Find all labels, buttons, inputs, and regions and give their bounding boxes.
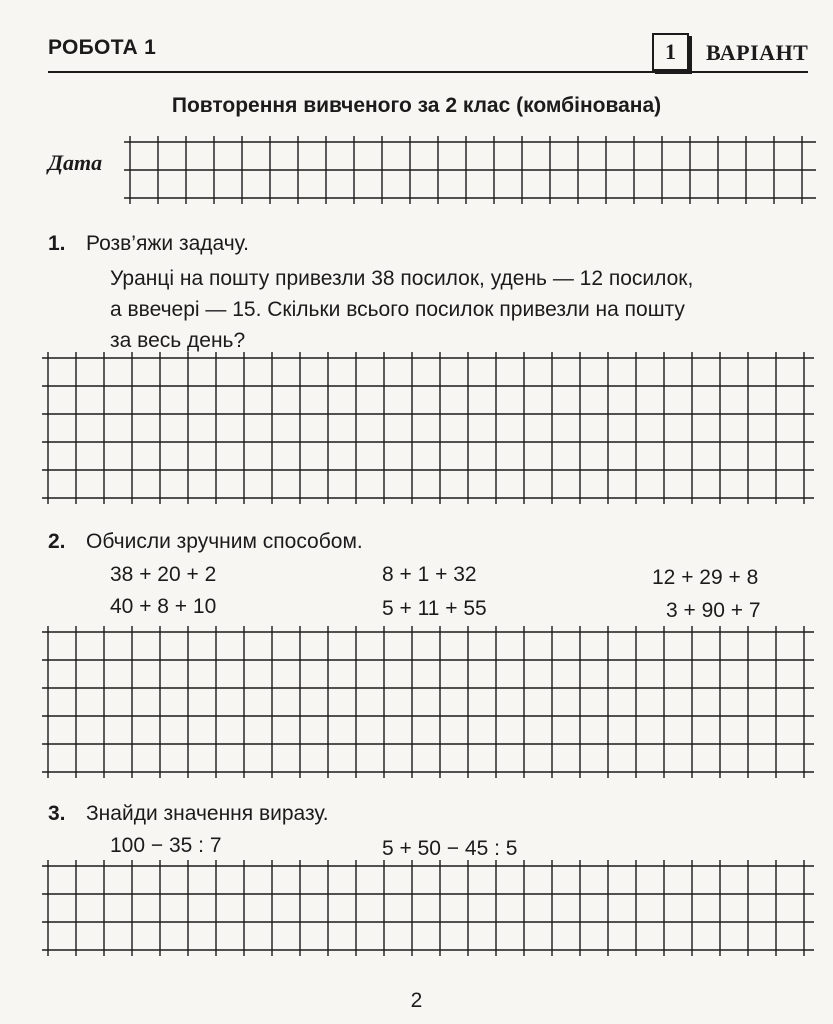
task-1-text [110, 263, 693, 356]
task-2-expression: 40 + 8 + 10 [110, 595, 217, 618]
task-3-number: 3. [48, 802, 66, 825]
task-2-expression: 12 + 29 + 8 [652, 566, 759, 589]
variant-number-box: 1 [652, 33, 689, 71]
task-1-number: 1. [48, 232, 66, 255]
task-1-text-line: Уранці на пошту привезли 38 посилок, удень — 12 посилок, [110, 267, 694, 290]
task-1-text-line: а ввечері — 15. Скільки всього посилок привезли на пошту [110, 298, 685, 321]
work-title: РОБОТА 1 [48, 36, 157, 59]
task-2-title: Обчисли зручним способом. [86, 530, 363, 553]
task-1-title: Розв’яжи задачу. [86, 232, 249, 255]
task-2-answer-grid[interactable] [48, 632, 808, 782]
task-1-text-line: за весь день? [110, 329, 246, 352]
task-2-expression: 3 + 90 + 7 [666, 599, 761, 622]
task-2-expression: 5 + 11 + 55 [382, 597, 487, 620]
task-3-title: Знайди значення виразу. [86, 802, 329, 825]
header-divider [48, 71, 808, 73]
task-3-expression: 5 + 50 − 45 : 5 [382, 837, 518, 860]
date-grid[interactable] [130, 142, 810, 202]
date-label: Дата [48, 150, 103, 175]
page-number: 2 [410, 989, 423, 1012]
task-2-expression: 38 + 20 + 2 [110, 563, 217, 586]
task-1-answer-grid[interactable] [48, 358, 808, 508]
worksheet-subtitle: Повторення вивченого за 2 клас (комбінована) [171, 94, 662, 117]
task-3-expression: 100 − 35 : 7 [110, 834, 222, 857]
task-2-expression: 8 + 1 + 32 [382, 563, 477, 586]
variant-label: ВАРІАНТ [706, 40, 809, 65]
task-3-answer-grid[interactable] [48, 866, 808, 966]
task-2-number: 2. [48, 530, 66, 553]
